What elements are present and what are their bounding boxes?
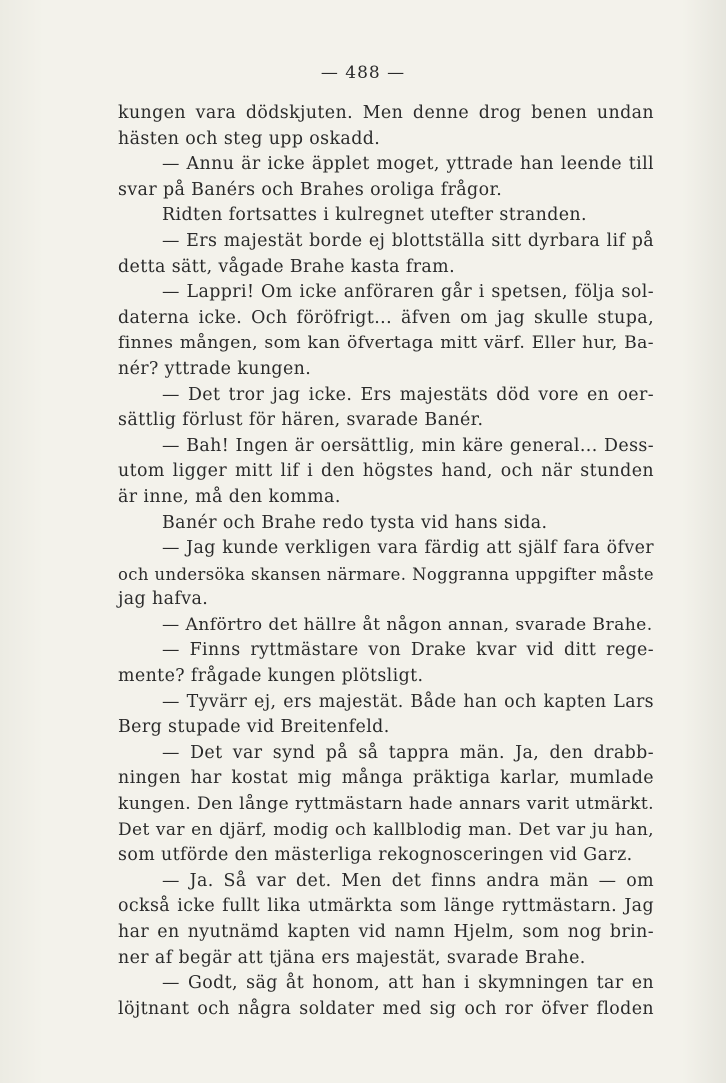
text-body bbox=[118, 101, 654, 1022]
text-line: som utförde den mästerliga rekognosceringen vid Garz. bbox=[118, 845, 633, 866]
text-line: svar på Banérs och Brahes oroliga frågor. bbox=[118, 179, 503, 200]
text-line: är inne, må den komma. bbox=[118, 486, 341, 507]
text-line: — Annu är icke äpplet moget, yttrade han leende till bbox=[162, 154, 654, 175]
page-number: — 488 — bbox=[320, 63, 406, 83]
text-line: — Ja. Så var det. Men det finns andra män — om bbox=[162, 870, 654, 891]
text-line: finnes mången, som kan öfvertaga mitt värf. Eller hur, Ba- bbox=[118, 333, 654, 354]
text-line: — Det tror jag icke. Ers majestäts död vore en oer- bbox=[162, 384, 654, 405]
text-line: ningen har kostat mig många präktiga karlar, mumlade bbox=[118, 768, 654, 789]
text-line: nér? yttrade kungen. bbox=[118, 358, 312, 379]
text-line: kungen. Den långe ryttmästarn hade annars varit utmärkt. bbox=[118, 794, 654, 815]
text-line: — Tyvärr ej, ers majestät. Både han och kapten Lars bbox=[162, 691, 654, 712]
text-line: hästen och steg upp oskadd. bbox=[118, 128, 381, 149]
text-line: Banér och Brahe redo tysta vid hans sida. bbox=[162, 512, 548, 533]
text-line: — Jag kunde verkligen vara färdig att själf fara öfver bbox=[162, 538, 654, 559]
text-line: kungen vara dödskjuten. Men denne drog benen undan bbox=[118, 103, 654, 123]
text-line: Ridten fortsattes i kulregnet utefter stranden. bbox=[162, 205, 587, 226]
text-line: ner af begär att tjäna ers majestät, svarade Brahe. bbox=[118, 947, 586, 968]
text-line: och undersöka skansen närmare. Noggranna uppgifter måste bbox=[118, 564, 654, 584]
text-line: — Lappri! Om icke anföraren går i spetsen, följa sol- bbox=[162, 282, 654, 303]
text-line: — Det var synd på så tappra män. Ja, den drabb- bbox=[162, 742, 654, 763]
text-line: — Bah! Ingen är oersättlig, min käre general... Dess- bbox=[162, 435, 654, 456]
text-line: — Godt, säg åt honom, att han i skymningen tar en bbox=[162, 973, 654, 994]
text-line: mente? frågade kungen plötsligt. bbox=[118, 666, 424, 687]
text-line: jag hafva. bbox=[118, 589, 209, 610]
text-line: — Ers majestät borde ej blottställa sitt dyrbara lif på bbox=[162, 230, 654, 251]
text-line: också icke fullt lika utmärkta som länge ryttmästarn. Jag bbox=[118, 896, 654, 917]
text-line: har en nyutnämd kapten vid namn Hjelm, som nog brin- bbox=[118, 922, 654, 942]
text-line: — Anförtro det hällre åt någon annan, svarade Brahe. bbox=[162, 614, 653, 635]
text-line: Det var en djärf, modig och kallblodig man. Det var ju han, bbox=[118, 819, 654, 840]
text-line: daterna icke. Och föröfrigt... äfven om jag skulle stupa, bbox=[118, 307, 654, 328]
text-line: Berg stupade vid Breitenfeld. bbox=[118, 717, 390, 738]
text-line: detta sätt, vågade Brahe kasta fram. bbox=[118, 256, 456, 277]
text-line: — Finns ryttmästare von Drake kvar vid ditt rege- bbox=[162, 640, 654, 661]
text-line: sättlig förlust för hären, svarade Banér. bbox=[118, 410, 484, 431]
text-line: utom ligger mitt lif i den högstes hand, och när stunden bbox=[118, 461, 654, 482]
text-line: löjtnant och några soldater med sig och ror öfver floden bbox=[118, 998, 654, 1019]
